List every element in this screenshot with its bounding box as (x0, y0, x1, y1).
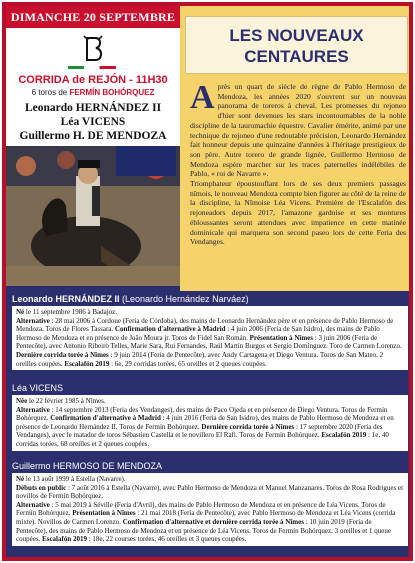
toros-prefix: 6 toros de (31, 88, 70, 97)
bio-alias: (Leonardo Hernández Narváez) (119, 294, 249, 304)
rider-name: Leonardo HERNÁNDEZ II (24, 102, 162, 114)
article-body (190, 79, 406, 247)
bull-b-logo-icon (82, 34, 104, 64)
bio-heading (12, 383, 63, 393)
article-paragraph: près un quart de siècle de règne de Pablo Hermoso de Mendoza, les années 2020 s'ouvrent sur un nouveau panorama de toreros à cheval. Les promesses du rejoneo d'hier sont devenues les stars incontournables de la noble discipline de la tauromachie équestre. Cavalier émérite, animé par une technique de rejoneo d'une redoutable précision, Leonardo Hernández fait honneur depuis une quinzaine d'années à l'héritage prestigieux de son père. Autre torero de grande lignée, Guillermo Hermoso de Mendoza espère marcher sur les traces paternelles indélébiles de Pablo, « roi de Navarre ». (190, 82, 406, 179)
article-title-box (185, 16, 408, 74)
rejoneador-on-horse-photo (6, 146, 180, 286)
biographies (6, 291, 409, 559)
dropcap: A (190, 79, 215, 116)
toros-line (6, 88, 180, 97)
toros-ganaderia: FERMÍN BOHÓRQUEZ (69, 88, 155, 97)
article-panel (180, 6, 413, 291)
rider-name: Léa VICENS (60, 116, 126, 128)
bio-line: Alternative : 14 septembre 2013 (Feria des Vendanges), des mains de Paco Ojeda et en présence de Diego Ventura. Toros de Fermín Bohórquez. Confirmation d'alternative à Madrid : 4 juin 2016 (Feria de San Isidro), des mains de Pablo Hermoso de Mendoza et en présence de Leonardo Hernández II. Toros de Fermín Bohórquez. Dernière corrida torée à Nîmes : 17 septembre 2020 (Feria des Vendanges), avec le matador de toros Sébastien Castella et le novillero El Rafi. Toros de Fermín Bohórquez. Escalafón 2019 : 1e, 40 corridas torées, 68 oreilles et 2 queues coupées. (16, 405, 394, 448)
bio-card (12, 395, 408, 451)
bio-line: Née le 22 février 1985 à Nîmes. (16, 397, 106, 405)
rider-name: Guillermo H. DE MENDOZA (19, 130, 167, 142)
photo-illustration (6, 146, 180, 286)
corrida-title: CORRIDA de REJÓN - 11H30 (18, 74, 168, 86)
riders-list (6, 101, 180, 143)
article-paragraph: Triomphateur époustouflant lors de ses deux premiers passages nîmois, le nouveau Mendoza compte bien figurer au côté de la reine de la discipline, la Nîmoise Léa Vicens. Première de l'Escalafón des rejoneadors depuis 2017, l'amazone gardoise et ses montures ébloussantes seront attendues avec impatience en cette matinée dominicale qui marquera son second paseo lors de cette Feria des Vendanges. (190, 179, 406, 247)
bio-name: Guillermo HERMOSO DE MENDOZA (12, 461, 163, 471)
bio-name: Leonardo HERNÁNDEZ II (12, 294, 120, 304)
bio-name: Léa VICENS (12, 383, 64, 393)
poster-frame (2, 2, 413, 561)
bio-heading (12, 461, 162, 471)
bio-card (12, 473, 408, 546)
bio-card (12, 306, 408, 370)
event-panel (6, 6, 180, 146)
article-title-line: CENTAURES (244, 47, 349, 66)
bio-line: Alternative : 5 mai 2019 à Séville (Feria d'Avril), des mains de Pablo Hermoso de Mendoza et en présence de Léa Vicens. Toros de Fermín Bohórquez. Présentation à Nîmes : 21 mai 2018 (Feria de Pentecôte), avec Pablo Hermoso de Mendoza et Léa Vicens (corrida mixte). Novillos de Carmen Lorenzo. Confirmation d'alternative et dernière corrida torée à Nîmes : 10 juin 2019 (Feria de Pentecôte), des mains de Pablo Hermoso de Mendoza et en présence de Léa Vicens. Toros de Fermín Bohórquez. 3 oreilles et 1 queue coupées. Escalafón 2019 : 18e, 22 courses torées, 46 oreilles et 3 queues coupées. (16, 500, 396, 544)
flag-stripe (68, 66, 116, 69)
event-date: DIMANCHE 20 SEPTEMBRE (6, 6, 180, 28)
bio-line: Né le 13 août 1999 à Estella (Navarre). (16, 475, 126, 483)
article-title-line: LES NOUVEAUX (229, 26, 364, 45)
bio-heading (12, 294, 249, 304)
bio-line: Né le 11 septembre 1986 à Badajoz. (16, 308, 118, 316)
bio-line: Débuts en public : 7 août 2016 à Estella (Navarre), avec Pablo Hermoso de Mendoza et Manuel Manzanares. Toros de Rosa Rodrigues et novillos de Fermín Bohórquez. (16, 483, 404, 501)
bio-line: Alternative : 28 mai 2006 à Cordoue (Feria de Córdoba), des mains de Leonardo Hernández père et en présence de Pablo Hermoso de Mendoza. Toros de Flores Tassara. Confirmation d'alternative à Madrid : 4 juin 2006 (Feria de San Isidro), des mains de Pablo Hermoso de Mendoza et en présence de João Moura jr. Toros de Fidel San Román. Présentation à Nîmes : 3 juin 2006 (Feria de Pentecôte), avec Antonio Ribeiro Telles, Marie Sara, Rui Fernandes, Raúl Martín Burgos et Sergio Domínguez. Toro de Carmen Lorenzo. Dernière corrida torée à Nîmes : 9 juin 2014 (Feria de Pentecôte), avec Andy Cartagena et Diego Ventura. Toros de San Mateo. 2 oreilles coupées. Escalafón 2019 : 6e, 29 corridas torées, 65 oreilles et 2 queues coupées. (16, 316, 402, 368)
article-title (186, 25, 407, 67)
